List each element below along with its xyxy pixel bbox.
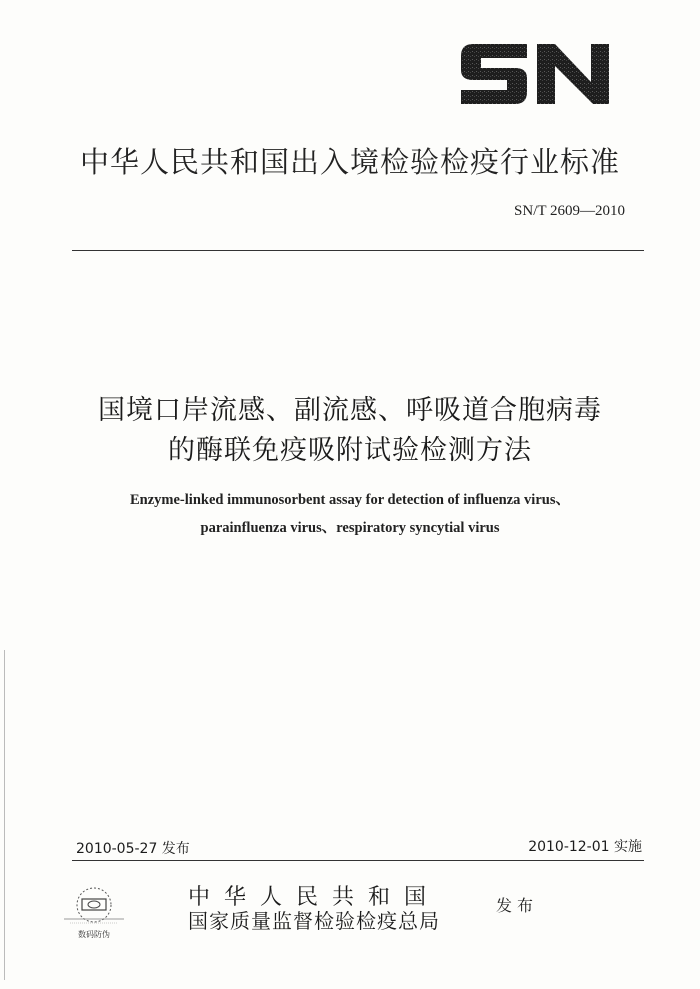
footer-divider <box>72 860 644 861</box>
english-title-line-2: parainfluenza virus、respiratory syncytial virus <box>200 520 500 536</box>
chinese-title-line-1: 国境口岸流感、副流感、呼吸道合胞病毒 <box>98 395 602 426</box>
header-divider <box>72 250 644 251</box>
issue-word: 发布 <box>496 896 539 915</box>
issue-date: 2010-05-27 发布 <box>76 841 190 857</box>
english-title-line-1: Enzyme-linked immunosorbent assay for detection of influenza virus、 <box>130 492 570 508</box>
chinese-title-line-2: 的酶联免疫吸附试验检测方法 <box>168 435 532 466</box>
scan-edge-line <box>4 650 5 980</box>
sn-logo-icon <box>455 38 615 110</box>
seal-label: 数码防伪 <box>78 930 110 939</box>
issuer-line-1: 中华人民共和国 <box>188 885 441 910</box>
anti-counterfeit-seal-icon <box>60 885 128 929</box>
issuer-line-2: 国家质量监督检验检疫总局 <box>188 909 440 933</box>
anti-counterfeit-seal <box>60 885 128 951</box>
implementation-date: 2010-12-01 实施 <box>528 839 642 855</box>
standard-number: SN/T 2609—2010 <box>514 203 625 219</box>
sn-logo <box>455 38 615 110</box>
standard-category-title: 中华人民共和国出入境检验检疫行业标准 <box>79 145 620 179</box>
